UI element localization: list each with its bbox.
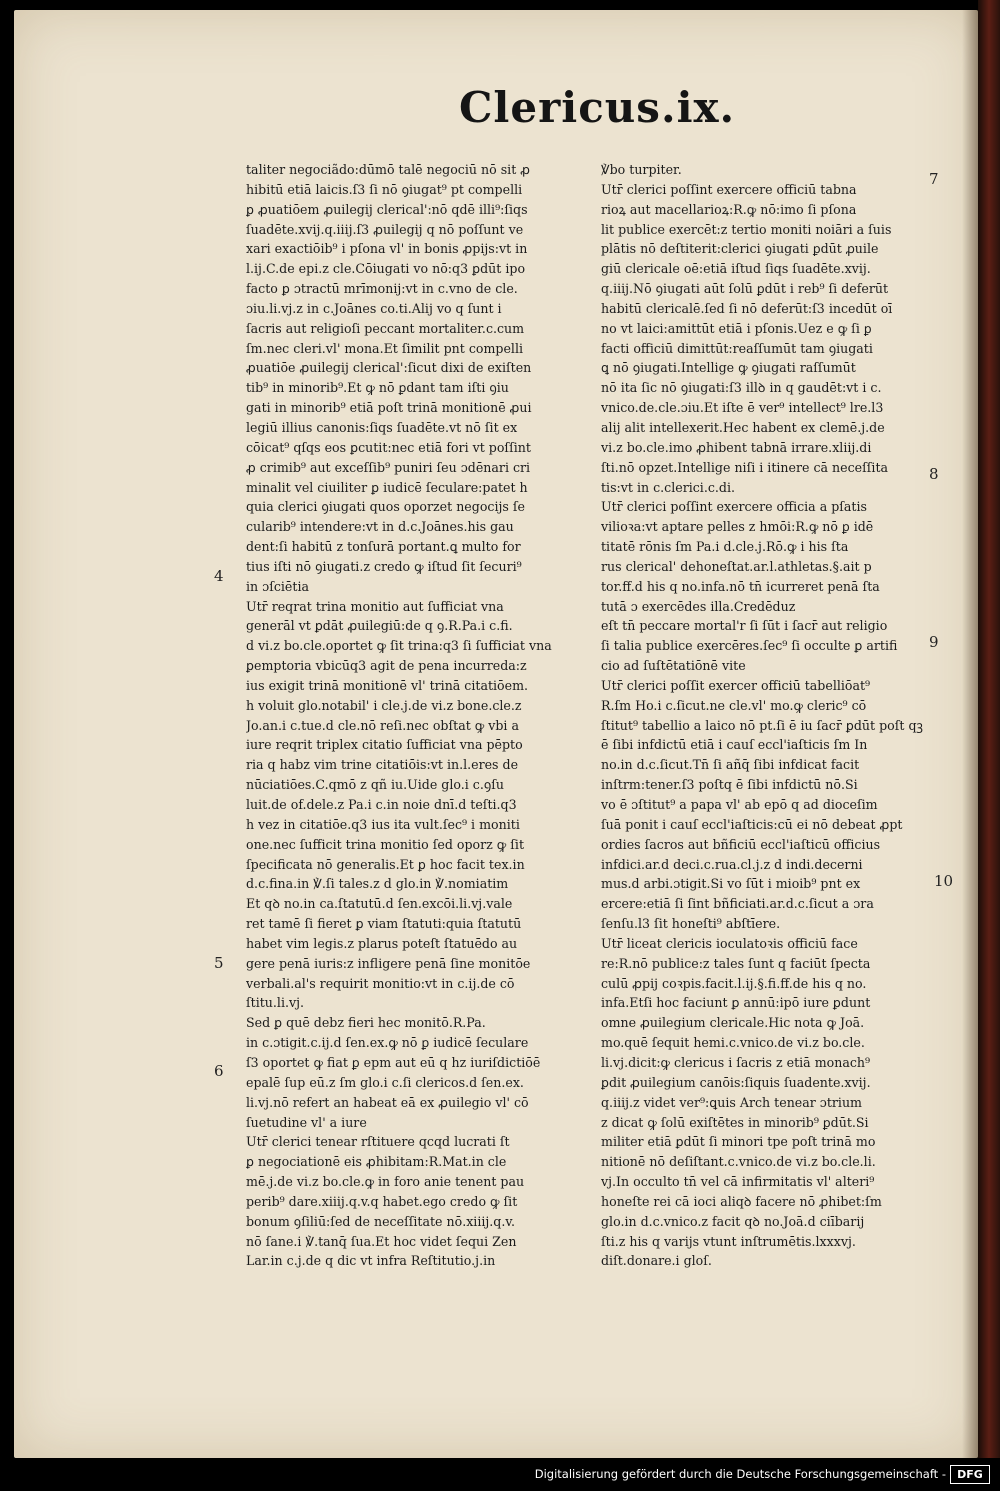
text-line: vo ē ɔſtitut⁹ a papa vl' ab epō q ad dioceſim — [601, 797, 878, 812]
text-line: culū ꝓpij coꝛpis.facit.l.ij.§.fi.ff.de his q no. — [601, 975, 867, 991]
text-line: facto ꝑ ɔtractū mrīmonij:vt in c.vno de cle. — [246, 281, 518, 297]
text-line: q.iiij.Nō ꝯiugati aūt ſolū ꝑdūt i reb⁹ ſi deferūt — [601, 281, 889, 297]
text-line: ꝓuatiōe ꝓuilegij clerical':ſicut dixi de exiſten — [246, 360, 532, 376]
text-line: tib⁹ in minorib⁹.Et ꝙ nō ꝑdant tam iſti ꝯiu — [246, 380, 509, 396]
text-line: ē ſibi infdictū etiā i cauſ eccl'iaſticis ſm In — [601, 737, 868, 753]
text-line: ſ3 oportet ꝙ fiat ꝑ epm aut eū q hz iuriſdictiōē — [246, 1054, 541, 1070]
text-line: ſuā ponit i cauſ eccl'iaſticis:cū ei nō debeat ꝓpt — [601, 816, 903, 832]
text-line: ꝑemptoria vbicūq3 agit de pena incurreda:z — [246, 658, 527, 674]
text-line: gere penā iuris:z infligere penā ſine monitōe — [246, 955, 531, 971]
text-line: legiū illius canonis:ſiqs ſuadēte.vt nō ſit ex — [246, 419, 518, 435]
text-line: d vi.z bo.cle.oportet ꝙ ſit trina:q3 ſi ſufficiat vna — [246, 638, 552, 654]
text-line: militer etiā ꝑdūt ſi minori tpe poſt trinā mo — [601, 1134, 876, 1150]
text-line: tor.ff.d his q no.infa.nō tn̄ icurreret penā ſta — [601, 578, 880, 594]
text-line: z dicat ꝙ ſolū exiſtētes in minorib⁹ ꝑdūt.Si — [601, 1114, 869, 1130]
text-line: tutā ɔ exercēdes illa.Credēduz — [601, 598, 796, 614]
footer-bar — [0, 1458, 1000, 1491]
marginal-number: 5 — [214, 954, 224, 972]
text-line: mus.d arbi.ɔtigit.Si vo ſūt i mioib⁹ pnt ex — [601, 876, 861, 892]
marginal-number: 4 — [214, 567, 224, 585]
text-line: h voluit glo.notabil' i cle.j.de vi.z bone.cle.z — [246, 697, 522, 713]
text-line: in ɔſciētia — [246, 578, 309, 594]
text-line: cio ad ſuſtētatiōnē vite — [601, 658, 746, 674]
text-line: verbali.al's requirit monitio:vt in c.ij.de cō — [246, 975, 515, 991]
footer-credit: Digitalisierung gefördert durch die Deutsche Forschungsgemeinschaft - — [534, 1467, 946, 1481]
text-line: Utr̄ reqrat trina monitio aut ſufficiat vna — [246, 598, 504, 614]
text-line: d.c.fina.in ℣.ſi tales.z d glo.in ℣.nomiatim — [246, 876, 509, 892]
text-line: vi.z bo.cle.imo ꝓhibent tabnā irrare.xliij.di — [601, 439, 872, 455]
text-line: cōicat⁹ qſqs eos ꝑcutit:nec etiā fori vt poſſint — [246, 439, 531, 455]
marginal-number: 9 — [929, 633, 939, 651]
text-line: Utr̄ clerici poſſit exercer officiū tabelliōat⁹ — [601, 677, 871, 693]
text-line: alij alit intellexerit.Hec habent ex clemē.j.de — [601, 419, 885, 435]
text-line: inſtrm:tener.ſ3 poſtq ē ſibi infdictū nō.Si — [601, 777, 858, 793]
text-line: ſti.nō opzet.Intellige niſi i itinere cā neceſſita — [601, 459, 889, 475]
text-line: nitionē nō deſiſtant.c.vnico.de vi.z bo.cle.li. — [601, 1154, 876, 1170]
text-line: li.vj.nō refert an habeat eā ex ꝓuilegio vl' cō — [246, 1094, 529, 1110]
text-line: Utr̄ clerici poſſint exercere officiū tabna — [601, 181, 857, 197]
text-line: ſm.nec cleri.vl' mona.Et ſimilit pnt compelli — [246, 340, 524, 356]
text-line: ſi talia publice exercēres.ſec⁹ ſi occulte ꝑ artifi — [601, 638, 898, 654]
text-line: ercere:etiā ſi ſint bñficiati.ar.d.c.ſicut a ɔra — [601, 896, 874, 912]
marginal-number: 7 — [929, 170, 939, 188]
text-line: mē.j.de vi.z bo.cle.ꝙ in foro anie tenent pau — [246, 1174, 525, 1190]
text-line: facti officiū dimittūt:reaſſumūt tam ꝯiugati — [601, 340, 873, 356]
text-line: one.nec ſufficit trina monitio ſed oporz ꝙ ſit — [246, 836, 525, 852]
text-line: ꝓ crimib⁹ aut exceſſib⁹ puniri ſeu ɔdēnari cri — [246, 459, 531, 475]
dfg-logo: DFG — [950, 1465, 990, 1484]
text-line: iure reqrit triplex citatio ſufficiat vna pēpto — [246, 737, 523, 753]
text-line: no vt laici:amittūt etiā i pſonis.Uez e ꝙ ſi ꝑ — [601, 320, 872, 336]
text-line: ordies ſacros aut bñficiū eccl'iaſticū officius — [601, 836, 881, 852]
text-line: ſtitu.li.vj. — [246, 995, 305, 1011]
text-line: nō ita ſic nō ꝯiugati:ſ3 illꝺ in q gaudēt:vt i c. — [601, 380, 882, 396]
text-line: hibitū etiā laicis.ſ3 ſi nō ꝯiugat⁹ pt compelli — [246, 181, 523, 197]
text-line: infa.Etſi hoc faciunt ꝑ annū:ipō iure ꝑdunt — [601, 995, 871, 1011]
text-line: vnico.de.cle.ɔiu.Et iſte ē ver⁹ intellect⁹ lre.l3 — [601, 400, 884, 416]
text-line: vj.In occulto tn̄ vel cā infirmitatis vl' alteri⁹ — [601, 1174, 875, 1190]
text-line: Sed ꝑ quē debz fieri hec monitō.R.Pa. — [246, 1015, 486, 1031]
text-line: plātis nō deſtiterit:clerici ꝯiugati ꝑdūt ꝓuile — [601, 241, 879, 257]
text-line: tius iſti nō ꝯiugati.z credo ꝙ iſtud ſit ſecuri⁹ — [246, 558, 522, 574]
text-line: quia clerici ꝯiugati quos oporzet negocijs ſe — [246, 499, 525, 515]
text-line: habet vim legis.z plarus poteſt ſtatuēdo au — [246, 935, 518, 951]
text-line: tis:vt in c.clerici.c.di. — [601, 479, 735, 495]
text-line: giū clericale oē:etiā iſtud ſiqs ſuadēte.xvij. — [601, 261, 871, 277]
marginal-number: 6 — [214, 1062, 224, 1080]
text-line: taliter negociãdo:dūmō talē negociū nō sit ꝓ — [246, 162, 531, 177]
book-edge — [978, 0, 1000, 1458]
text-line: R.ſm Ho.i c.ſicut.ne cle.vl' mo.ꝙ cleric⁹ cō — [601, 697, 867, 713]
text-line: mo.quē ſequit hemi.c.vnico.de vi.z bo.cle. — [601, 1035, 865, 1051]
text-line: nō ſane.i ℣.tanq̄ ſua.Et hoc videt ſequi Zen — [246, 1233, 517, 1249]
text-line: habitū clericalē.ſed ſi nō deferūt:ſ3 incedūt oī — [601, 300, 893, 316]
text-line: nūciatiōes.C.qmō z qñ iu.Uide glo.i c.ꝯſu — [246, 777, 505, 793]
text-line: ꝑdit ꝓuilegium canōis:ſiquis ſuadente.xvij. — [601, 1074, 871, 1090]
text-line: infdici.ar.d deci.c.rua.cl.j.z d indi.decerni — [601, 856, 863, 872]
text-line: Utr̄ liceat clericis ioculatoꝛis officiū face — [601, 935, 858, 951]
text-line: glo.in d.c.vnico.z facit qꝺ no.Joā.d ciībarij — [601, 1213, 865, 1229]
text-line: ſacris aut religioſi peccant mortaliter.c.cum — [246, 320, 525, 336]
text-line: ret tamē ſi fieret ꝑ viam ſtatuti:quia ſtatutū — [246, 916, 522, 932]
text-line: ria q habz vim trine citatiōis:vt in.l.eres de — [246, 757, 519, 773]
text-line: Utr̄ clerici poſſint exercere officia a pſatis — [601, 499, 867, 515]
text-line: honeſte rei cā ioci aliqꝺ facere nō ꝓhibet:ſm — [601, 1193, 882, 1209]
marginal-number: 10 — [934, 872, 954, 890]
text-line: rioꝝ aut macellarioꝝ:R.ꝙ nō:imo ſi pſona — [601, 201, 857, 217]
text-line: ſtitut⁹ tabellio a laico nō pt.ſi ē iu ſacr̄ ꝑdūt poſt qꝫ — [601, 717, 923, 733]
text-line: ſuadēte.xvij.q.iiij.ſ3 ꝓuilegij q nō poſſunt ve — [246, 221, 524, 237]
text-line: Utr̄ clerici tenear rſtituere qcqd lucrati ſt — [246, 1134, 510, 1150]
text-line: Et qꝺ no.in ca.ſtatutū.d ſen.excōi.li.vj.vale — [246, 896, 513, 912]
text-line: ℣bo turpiter. — [601, 162, 682, 177]
text-line: ius exigit trinā monitionē vl' trinā citatiōem. — [246, 677, 529, 693]
text-line: h vez in citatiōe.q3 ius ita vult.ſec⁹ i moniti — [246, 816, 520, 832]
text-line: eſt tn̄ peccare mortal'r ſi ſūt i ſacr̄ aut religio — [601, 618, 888, 634]
text-line: in c.ɔtigit.c.ij.d ſen.ex.ꝙ nō ꝑ iudicē ſeculare — [246, 1035, 529, 1051]
text-line: l.ij.C.de epi.z cle.Cōiugati vo nō:q3 ꝑdūt ipo — [246, 261, 526, 277]
left-column — [246, 160, 586, 1271]
text-line: ꝗ nō ꝯiugati.Intellige ꝙ ꝯiugati raſſumūt — [601, 360, 856, 376]
text-line: gati in minorib⁹ etiā poſt trinā monitionē ꝓui — [246, 400, 532, 416]
text-line: minalit vel ciuiliter ꝑ iudicē ſeculare:patet h — [246, 479, 528, 495]
text-line: li.vj.dicit:ꝙ clericus i ſacris z etiā monach⁹ — [601, 1054, 871, 1070]
text-line: lit publice exercēt:z tertio moniti noiāri a ſuis — [601, 221, 892, 237]
text-line: generāl vt ꝑdāt ꝓuilegiū:de q ꝯ.R.Pa.i c.fi. — [246, 618, 513, 634]
text-line: bonum ꝯſiliū:ſed de neceſſitate nō.xiiij.q.v. — [246, 1213, 515, 1229]
text-line: q.iiij.z videt ver⁹:ꝗuis Arch tenear ɔtrium — [601, 1094, 863, 1110]
text-line: ſpecificata nō generalis.Et ꝑ hoc facit tex.in — [246, 856, 525, 872]
text-line: epalē ſup eū.z ſm glo.i c.ſi clericos.d ſen.ex. — [246, 1074, 524, 1090]
text-line: luit.de of.dele.z Pa.i c.in noie dnī.d teſti.q3 — [246, 797, 517, 812]
text-line: no.in d.c.ſicut.Tn̄ ſi añq̄ ſibi infdicat facit — [601, 757, 860, 773]
text-line: ꝑ ꝓuatiōem ꝓuilegij clerical':nō qdē illi⁹:ſiqs — [246, 201, 528, 217]
right-column — [601, 160, 946, 1271]
text-line: rus clerical' dehoneſtat.ar.l.athletas.§.ait p — [601, 558, 872, 574]
page-title: Clericus.ix. — [459, 83, 736, 132]
text-line: re:R.nō publice:z tales ſunt q faciūt ſpecta — [601, 955, 871, 971]
text-line: titatē rōnis ſm Pa.i d.cle.j.Rō.ꝙ i his ſta — [601, 539, 849, 555]
text-line: ꝑ negociationē eis ꝓhibitam:R.Mat.in cle — [246, 1154, 507, 1170]
text-line: xari exactiōib⁹ i pſona vl' in bonis ꝓpijs:vt in — [246, 241, 528, 257]
text-line: diſt.donare.i gloſ. — [601, 1253, 712, 1269]
text-line: Jo.an.i c.tue.d cle.nō reſi.nec obſtat ꝙ vbi a — [246, 717, 519, 733]
text-line: ſuetudine vl' a iure — [246, 1114, 367, 1130]
text-line: dent:ſi habitū z tonſurā portant.ꝗ multo for — [246, 539, 521, 555]
page-sheet — [14, 10, 978, 1458]
marginal-number: 8 — [929, 465, 939, 483]
text-line: vilioꝛa:vt aptare pelles z hmōi:R.ꝙ nō ꝑ idē — [601, 519, 874, 535]
text-line: omne ꝓuilegium clericale.Hic nota ꝙ Joā. — [601, 1015, 865, 1031]
text-line: ſti.z his q varijs vtunt inſtrumētis.lxxxvj. — [601, 1233, 856, 1249]
text-line: cularib⁹ intendere:vt in d.c.Joānes.his gau — [246, 519, 514, 535]
text-line: Lar.in c.j.de q dic vt infra Reſtitutio.j.in — [246, 1253, 496, 1269]
text-line: ſenſu.l3 ſit honeſti⁹ abſtīere. — [601, 916, 781, 932]
text-line: perib⁹ dare.xiiij.q.v.q habet.ego credo ꝙ ſit — [246, 1193, 518, 1209]
text-line: ɔiu.li.vj.z in c.Joānes co.ti.Alij vo q ſunt i — [246, 300, 502, 316]
